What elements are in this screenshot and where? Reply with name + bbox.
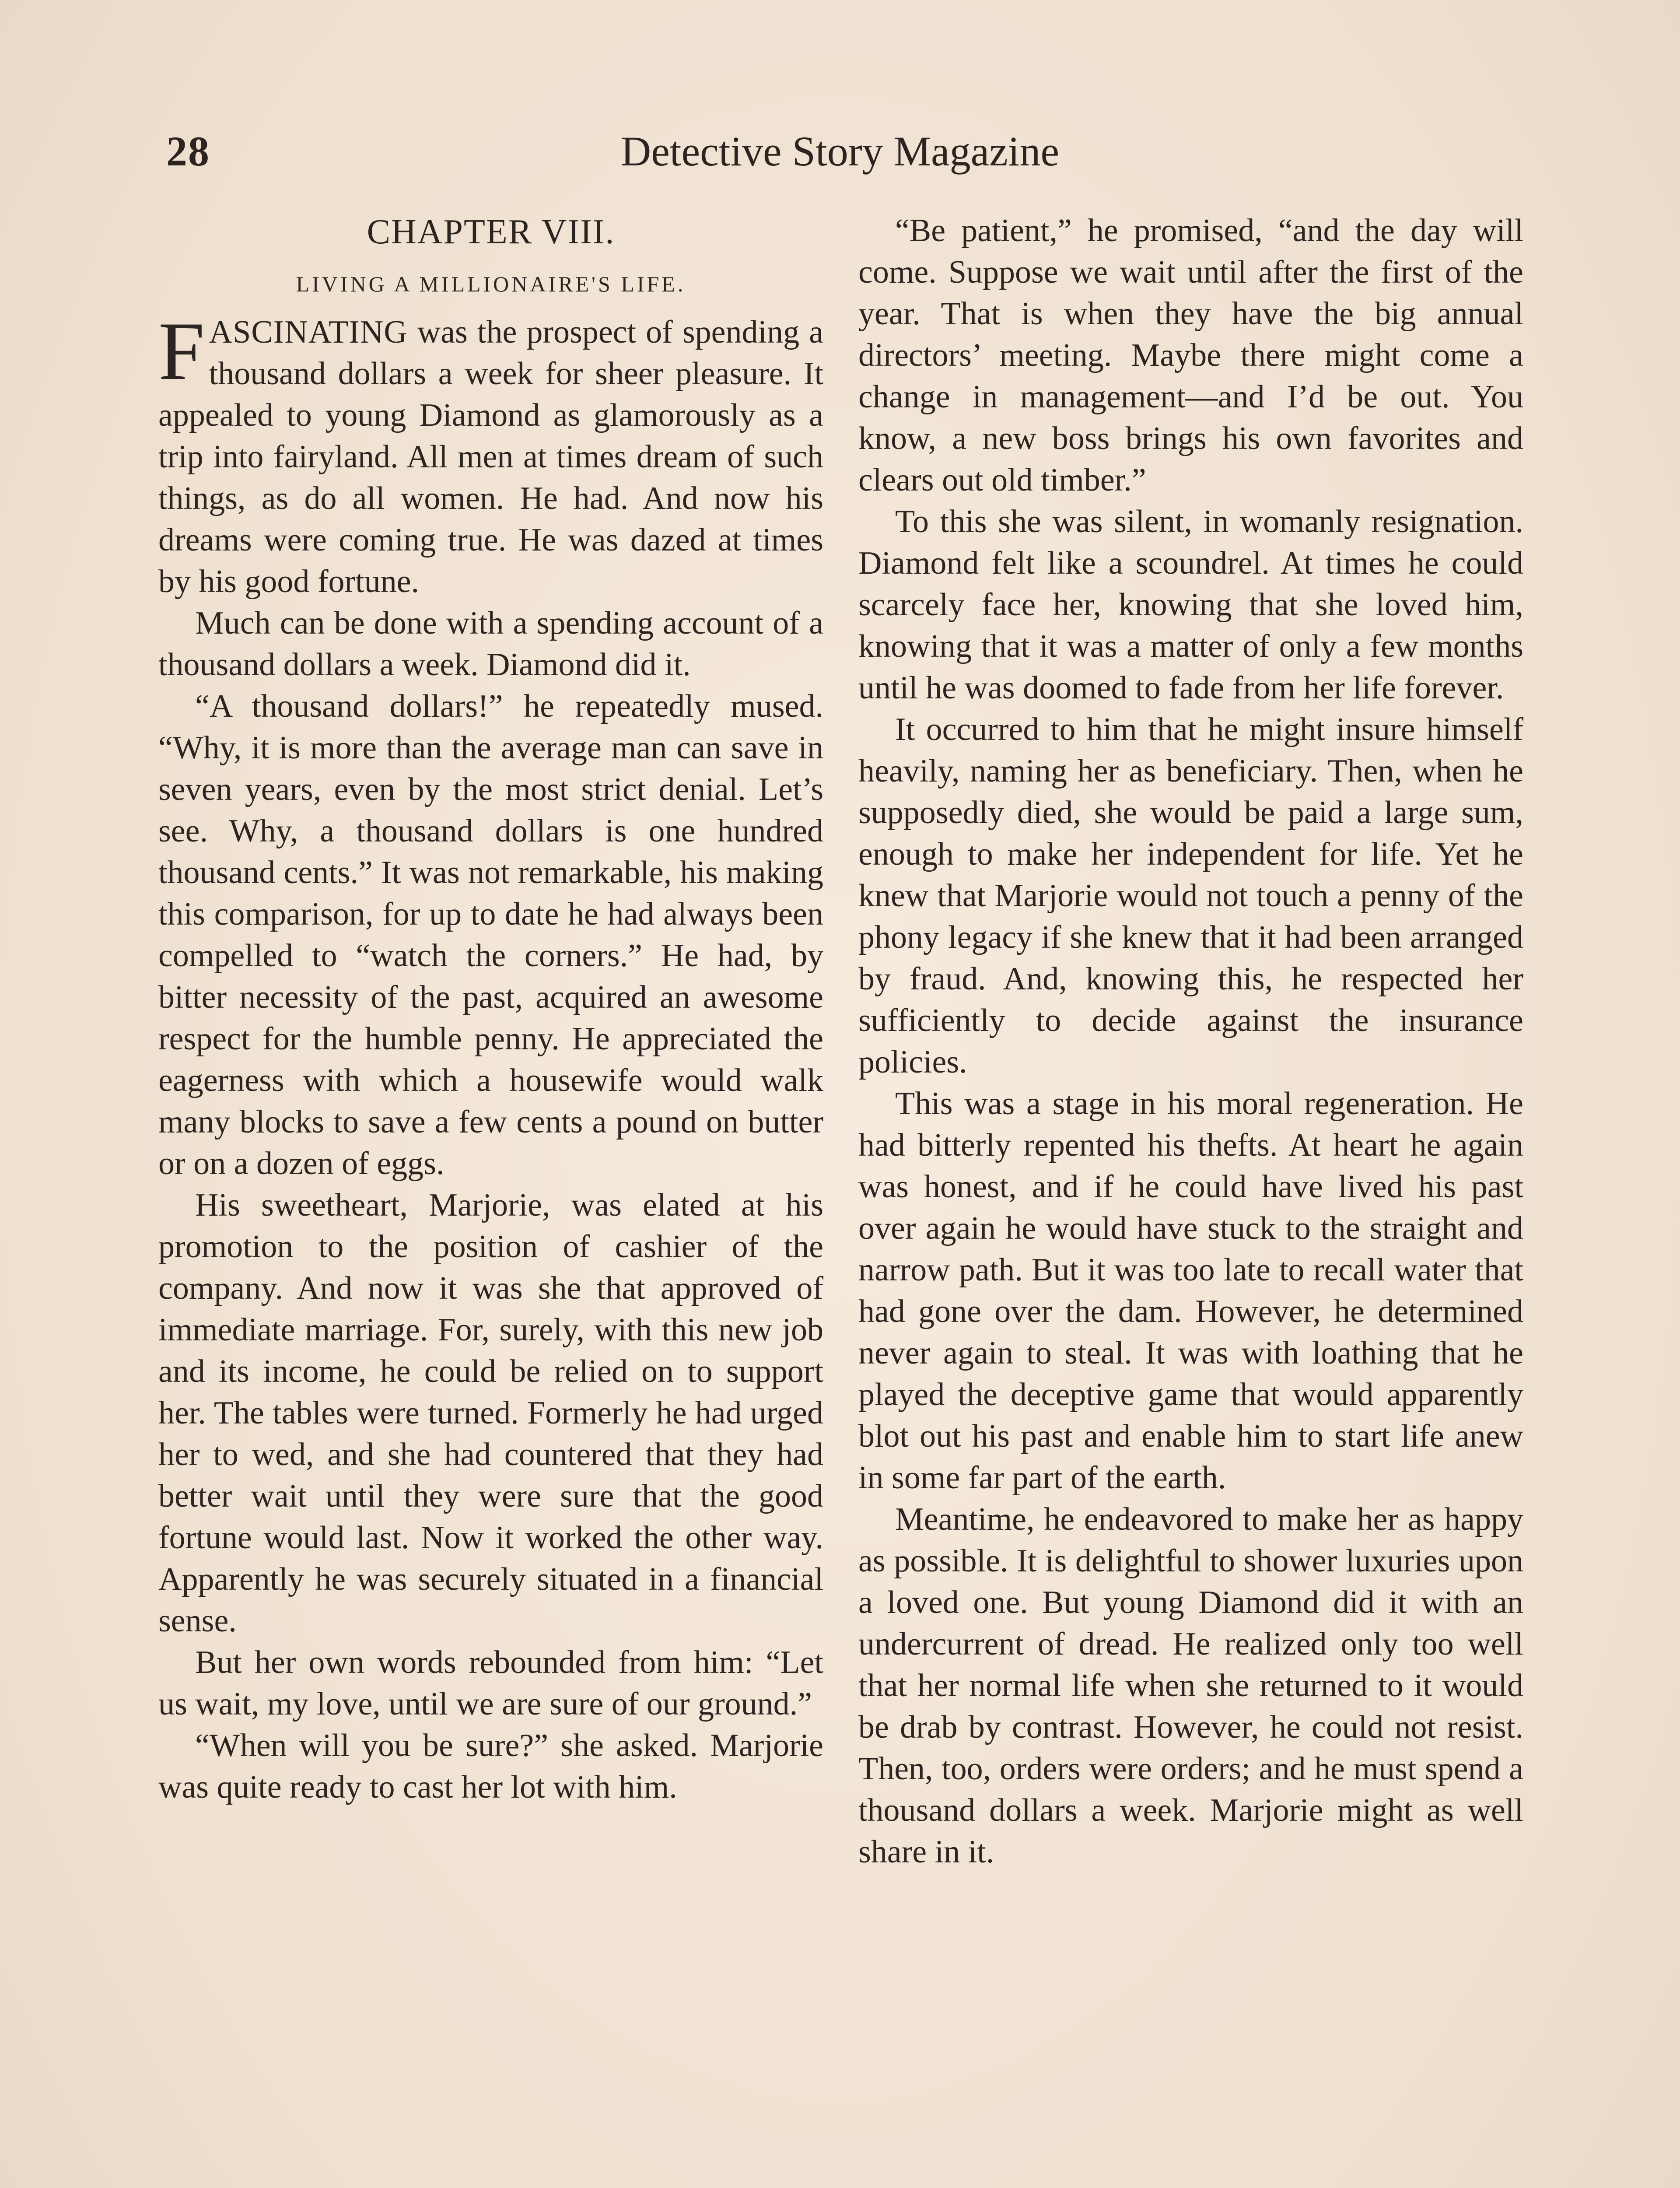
left-column <box>158 210 823 1808</box>
page-number: 28 <box>166 128 210 175</box>
paragraph: But her own words rebounded from him: “Let us wait, my love, until we are sure of our ground.” <box>158 1645 823 1722</box>
paragraph: “When will you be sure?” she asked. Marjorie was quite ready to cast her lot with him. <box>158 1728 823 1805</box>
right-column <box>858 210 1523 1873</box>
chapter-title: CHAPTER VIII. <box>367 213 615 251</box>
paragraph: “Be patient,” he promised, “and the day will come. Suppose we wait until after the first of the year. That is when they have the big annual directors’ meeting. Maybe there might come a change in management—and I’d be out. You know, a new boss brings his own favorites and clears out old timber.” <box>858 213 1523 498</box>
paragraph: This was a stage in his moral regeneration. He had bitterly repented his thefts. At heart he again was honest, and if he could have lived his past over again he would have stuck to the straight and narrow path. But it was too late to recall water that had gone over the dam. However, he determined never again to steal. It was with loathing that he played the deceptive game that would apparently blot out his past and enable him to start life anew in some far part of the earth. <box>858 1086 1523 1496</box>
opening-word: ASCINATING <box>209 314 408 350</box>
paragraph: To this she was silent, in womanly resignation. Diamond felt like a scoundrel. At times he could scarcely face her, knowing that she loved him, knowing that it was a matter of only a few months until he was doomed to fade from her life forever. <box>858 504 1523 706</box>
chapter-subtitle: LIVING A MILLIONAIRE'S LIFE. <box>296 272 686 296</box>
paragraph: “A thousand dollars!” he repeatedly mused. “Why, it is more than the average man can save in seven years, even by the most strict denial. Let’s see. Why, a thousand dollars is one hundred thousand cents.” It was not remarkable, his making this comparison, for up to date he had always been compelled to “watch the corners.” He had, by bitter necessity of the past, acquired an awesome respect for the humble penny. He appreciated the eagerness with which a housewife would walk many blocks to save a few cents a pound on butter or on a dozen of eggs. <box>158 688 823 1182</box>
page-header <box>158 127 1522 188</box>
paragraph-opening <box>158 305 823 603</box>
drop-cap: F <box>158 305 205 397</box>
paragraph: His sweetheart, Marjorie, was elated at his promotion to the position of cashier of the company. And now it was she that approved of immediate marriage. For, surely, with this new job and its income, he could be relied on to support her. The tables were turned. Formerly he had urged her to wed, and she had countered that they had better wait until they were sure that the good fortune would last. Now it worked the other way. Apparently he was securely situated in a financial sense. <box>158 1187 823 1639</box>
paragraph: Much can be done with a spending account of a thousand dollars a week. Diamond did it. <box>158 605 823 683</box>
paragraph: Meantime, he endeavored to make her as happy as possible. It is delightful to shower luxuries upon a loved one. But young Diamond did it with an undercurrent of dread. He realized only too well that her normal life when she returned to it would be drab by contrast. However, he could not resist. Then, too, orders were orders; and he must spend a thousand dollars a week. Marjorie might as well share in it. <box>858 1501 1523 1870</box>
opening-paragraph-text: was the prospect of spending a thousand dollars a week for sheer pleasure. It appealed to young Diamond as glamorously as a trip into fairyland. All men at times dream of such things, as do all women. He had. And now his dreams were coming true. He was dazed at times by his good fortune. <box>158 314 823 600</box>
running-title: Detective Story Magazine <box>620 128 1060 175</box>
paragraph: It occurred to him that he might insure himself heavily, naming her as beneficiary. Then, when he supposedly died, she would be paid a large sum, enough to make her independent for life. Yet he knew that Marjorie would not touch a penny of the phony legacy if she knew that it had been arranged by fraud. And, knowing this, he respected her sufficiently to decide against the insurance policies. <box>858 712 1523 1080</box>
